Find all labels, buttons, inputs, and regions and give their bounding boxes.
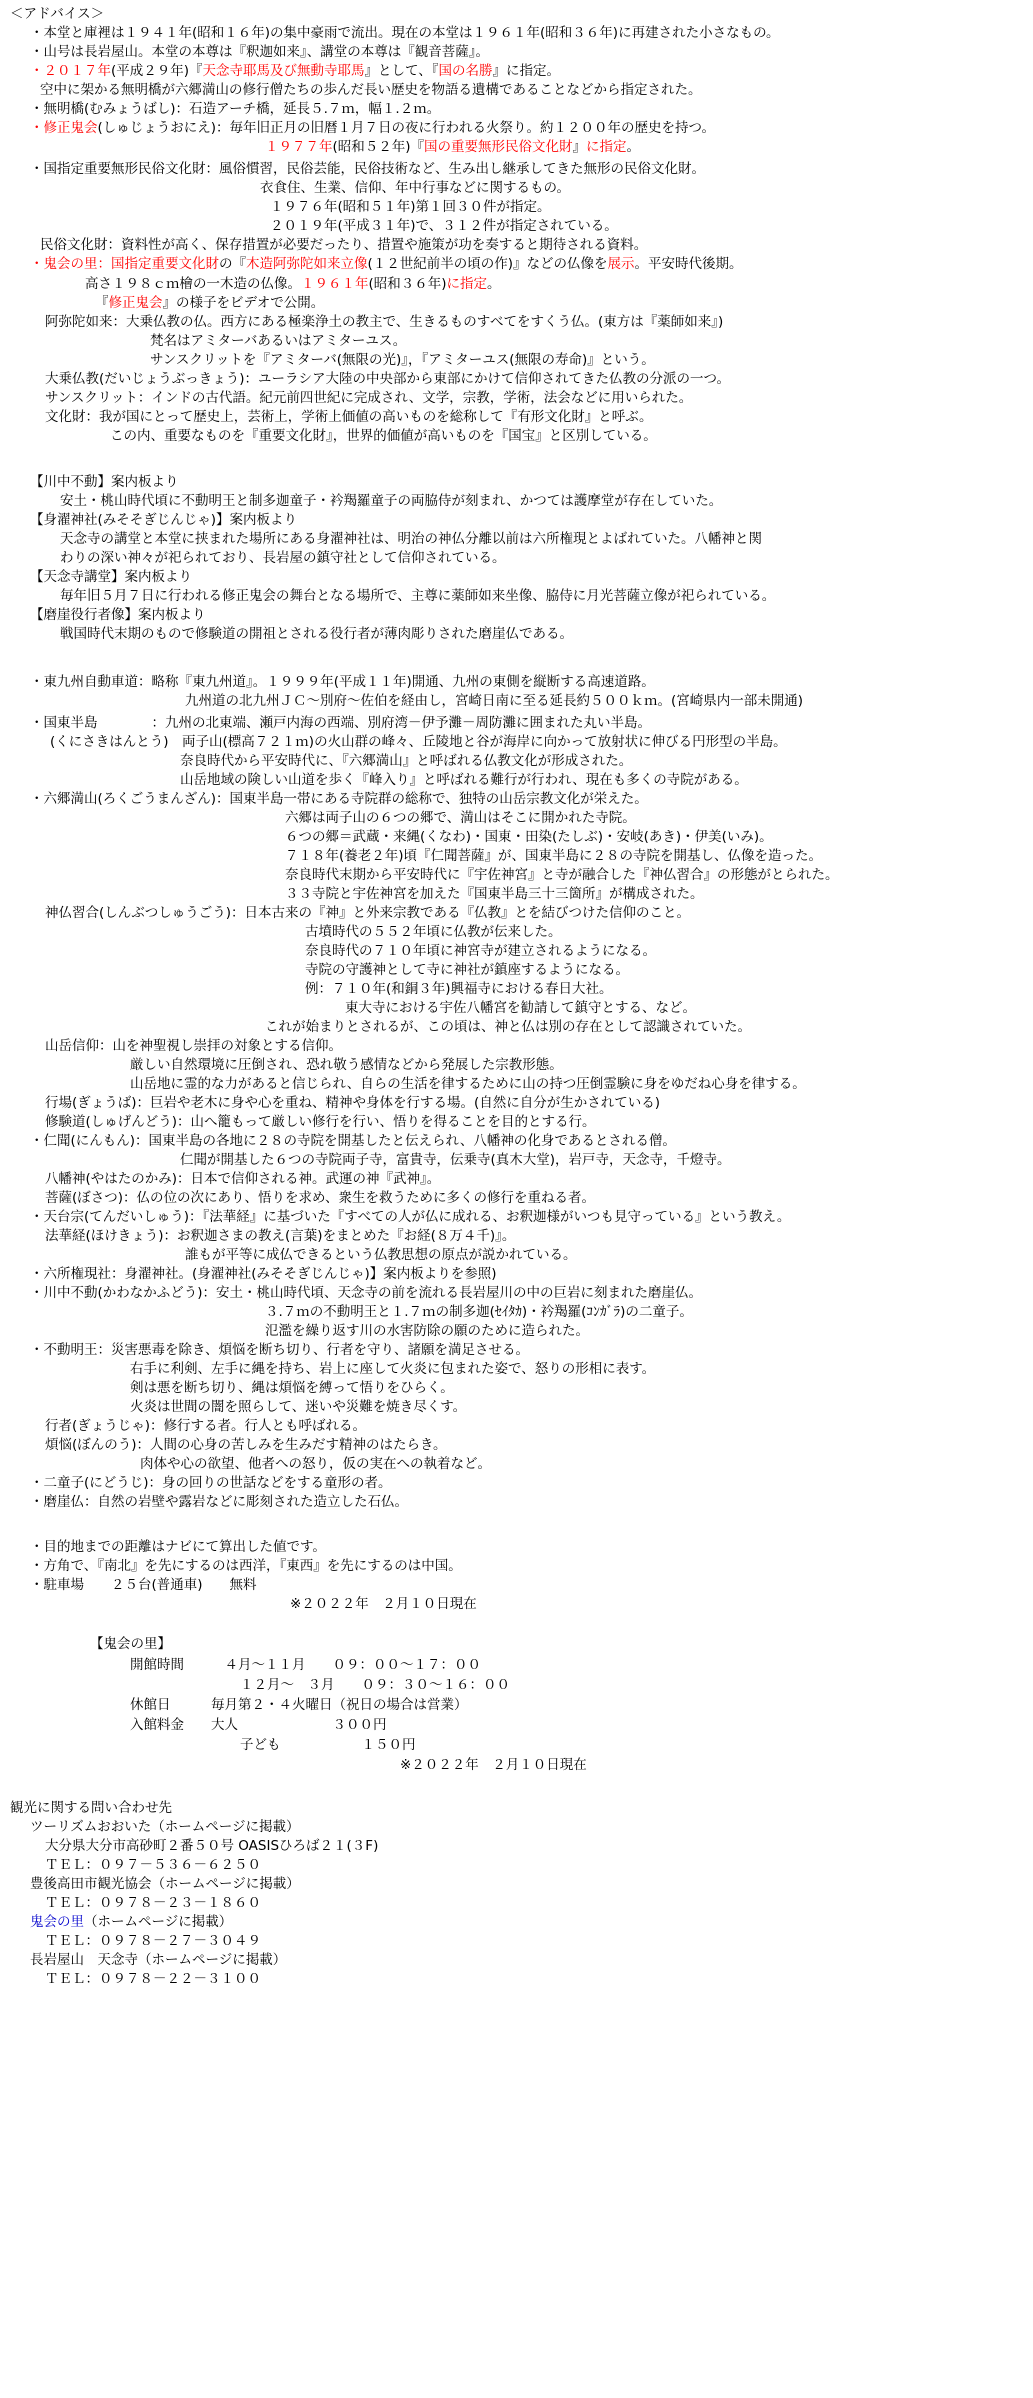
text-line: [400, 1755, 587, 1775]
line-text: わりの深い神々が祀られており、長岩屋の鎮守社として信仰されている。: [60, 550, 506, 566]
text-line: [45, 1435, 447, 1455]
line-text: 奈良時代から平安時代に、『六郷満山』と呼ばれる仏教文化が形成された。: [180, 753, 633, 769]
text-line: [305, 922, 562, 942]
line-text: 大乗仏教(だいじょうぶっきょう)：ユーラシア大陸の中央部から東部にかけて信仰されてきた仏教の分派の一つ。: [45, 371, 730, 387]
text-line: [185, 1245, 577, 1265]
line-text: 剣は悪を断ち切り、縄は煩悩を縛って悟りをひらく。: [130, 1380, 454, 1396]
line-text: 民俗文化財：資料性が高く、保存措置が必要だったり、措置や施策が功を奏すると期待される資料。: [40, 237, 648, 253]
line-text: サンスクリットを『アミターバ(無限の光)』，『アミターユス(無限の寿命)』という。: [150, 352, 655, 368]
text-line: [30, 1874, 300, 1894]
line-text: ※２０２２年 ２月１０日現在: [290, 1596, 477, 1612]
text-line: [150, 350, 655, 370]
line-text: 【川中不動】案内板より: [30, 474, 179, 490]
line-text: ３３寺院と宇佐神宮を加えた『国東半島三十三箇所』が構成された。: [285, 886, 704, 902]
text-line: [30, 1912, 232, 1932]
line-text: 【天念寺講堂】案内板より: [30, 569, 192, 585]
text-line: [285, 827, 773, 847]
highlight-text: ：国指定重要文化財: [97, 256, 219, 272]
line-text: ・山号は長岩屋山。本堂の本尊は『釈迦如来』、講堂の本尊は『観音菩薩』。: [30, 44, 489, 60]
text-line: [30, 605, 206, 625]
line-text: 煩悩(ぼんのう)：人間の心身の苦しみを生みだす精神のはたらき。: [45, 1437, 447, 1453]
line-text: 毎年旧５月７日に行われる修正鬼会の舞台となる場所で、主尊に薬師如来坐像、脇侍に月光菩薩立像が祀られている。: [60, 588, 776, 604]
text-line: [30, 1537, 326, 1557]
text-line: [30, 1340, 529, 1360]
text-line: [95, 293, 324, 313]
line-text: 豊後高田市観光協会（ホームページに掲載）: [30, 1876, 300, 1892]
line-text: ＴＥＬ：０９７８－２３－１８６０: [45, 1895, 261, 1911]
line-text: 』: [572, 139, 587, 155]
line-text: 八幡神(やはたのかみ)：日本で信仰される神。武運の神『武神』。: [45, 1171, 441, 1187]
line-text: 阿弥陀如来：大乗仏教の仏。西方にある極楽浄土の教主で、生きるものすべてをすくう仏。(東方は『薬師如来』): [45, 314, 724, 330]
text-line: [30, 42, 489, 62]
text-line: [60, 548, 506, 568]
line-text: ・国東半島 ：九州の北東端、瀬戸内海の西端、別府湾－伊予灘－周防灘に囲まれた丸い半島。: [30, 715, 651, 731]
line-text: ・川中不動(かわなかふどう)：安土・桃山時代頃、天念寺の前を流れる長岩屋川の中の巨岩に刻まれた磨崖仏。: [30, 1285, 703, 1301]
text-line: [30, 510, 297, 530]
highlight-text: ・: [30, 120, 44, 136]
line-text: 古墳時代の５５２年頃に仏教が伝来した。: [305, 924, 562, 940]
line-text: 高さ１９８ｃｍ檜の一木造の仏像。: [85, 276, 301, 292]
text-line: [30, 118, 715, 138]
text-line: [45, 1416, 366, 1436]
text-line: [130, 1378, 454, 1398]
line-text: ・磨崖仏：自然の岩壁や露岩などに彫刻された造立した石仏。: [30, 1494, 408, 1510]
text-line: [45, 903, 690, 923]
line-text: 肉体や心の欲望、他者への怒り，仮の実在への執着など。: [140, 1456, 491, 1472]
line-text: ・無明橋(むみょうばし)：石造アーチ橋，延長５.７ｍ，幅１.２ｍ。: [30, 101, 441, 117]
text-line: [240, 1735, 416, 1755]
highlight-text: 展示: [607, 256, 635, 272]
line-text: 文化財：我が国にとって歴史上，芸術上，学術上価値の高いものを総称して『有形文化財』と呼ぶ。: [45, 409, 653, 425]
text-line: [265, 1017, 751, 1037]
text-line: [60, 491, 722, 511]
text-line: [130, 1074, 806, 1094]
line-text: ７１８年(養老２年)頃『仁聞菩薩』が、国東半島に２８の寺院を開基し、仏像を造った。: [285, 848, 823, 864]
line-text: 衣食住、生業、信仰、年中行事などに関するもの。: [260, 180, 570, 196]
line-text: １２月～ ３月 ０９：３０～１６：００: [240, 1677, 510, 1693]
line-text: 東大寺における宇佐八幡宮を勧請して鎮守とする、など。: [345, 1000, 696, 1016]
line-text: 戦国時代末期のもので修験道の開祖とされる役行者が薄肉彫りされた磨崖仏である。: [60, 626, 573, 642]
line-text: (平成２９年)『: [111, 63, 203, 79]
text-line: [45, 312, 723, 332]
line-text: ＴＥＬ：０９７８－２７－３０４９: [45, 1933, 261, 1949]
line-text: 。平安時代後期。: [634, 256, 743, 272]
line-text: ※２０２２年 ２月１０日現在: [400, 1757, 587, 1773]
line-text: 空中に架かる無明橋が六郷満山の修行僧たちの歩んだ長い歴史を物語る遺構であることなどから指定された。: [40, 82, 702, 98]
text-line: [45, 1969, 261, 1989]
line-text: ・仁聞(にんもん)：国東半島の各地に２８の寺院を開基したと伝えられ、八幡神の化身であるとされる僧。: [30, 1133, 676, 1149]
text-line: [130, 1055, 563, 1075]
highlight-text: に指定: [586, 139, 627, 155]
highlight-text: ・鬼会の里: [30, 256, 98, 272]
line-text: 【磨崖役行者像】案内板より: [30, 607, 206, 623]
text-line: [305, 960, 629, 980]
line-text: これが始まりとされるが、この頃は、神と仏は別の存在として認識されていた。: [265, 1019, 751, 1035]
line-text: 行場(ぎょうば)：巨岩や老木に身や心を重ね、精神や身体を行する場。(自然に自分が生かされている): [45, 1095, 661, 1111]
line-text: ・本堂と庫裡は１９４１年(昭和１６年)の集中豪雨で流出。現在の本堂は１９６１年(昭和３６年)に再建された小さなもの。: [30, 25, 780, 41]
highlight-text: 木造阿弥陀如来立像: [246, 256, 368, 272]
text-line: [30, 23, 780, 43]
text-line: [285, 808, 636, 828]
line-text: 』として、『: [364, 63, 439, 79]
text-line: [30, 567, 192, 587]
line-text: (昭和３６年): [368, 276, 447, 292]
line-text: 火炎は世間の闇を照らして、迷いや災難を焼き尽くす。: [130, 1399, 467, 1415]
text-line: [30, 472, 179, 492]
line-text: 長岩屋山 天念寺（ホームページに掲載）: [30, 1952, 287, 1968]
text-line: [45, 1226, 515, 1246]
link-text[interactable]: 鬼会の里: [30, 1914, 84, 1930]
line-text: 山岳地域の険しい山道を歩く『峰入り』と呼ばれる難行が行われ、現在も多くの寺院がある。: [180, 772, 748, 788]
highlight-text: 国の名勝: [438, 63, 493, 79]
line-text: 厳しい自然環境に圧倒され、恐れ敬う感情などから発展した宗教形態。: [130, 1057, 563, 1073]
text-line: [30, 1473, 392, 1493]
line-text: ・六所権現社：身濯神社。(身濯神社(みそそぎじんじゃ)】案内板よりを参照): [30, 1266, 497, 1282]
line-text: 入館料金 大人 ３００円: [130, 1717, 387, 1733]
text-line: [40, 235, 647, 255]
text-line: [50, 732, 787, 752]
text-line: [290, 1594, 477, 1614]
line-text: 梵名はアミターバあるいはアミターユス。: [150, 333, 407, 349]
text-line: [130, 1397, 466, 1417]
text-line: [185, 691, 803, 711]
text-line: [45, 1836, 378, 1856]
line-text: 奈良時代の７１０年頃に神宮寺が建立されるようになる。: [305, 943, 656, 959]
text-line: [180, 770, 748, 790]
text-line: [140, 1454, 491, 1474]
line-text: 。: [626, 139, 641, 155]
highlight-text: １９７７年: [265, 139, 333, 155]
text-line: [110, 426, 657, 446]
text-line: [30, 1817, 299, 1837]
line-text: ＜アドバイス＞: [10, 6, 105, 22]
line-text: ・天台宗(てんだいしゅう)：『法華経』に基づいた『すべての人が仏に成れる、お釈迦様がいつも見守っている』という教え。: [30, 1209, 791, 1225]
text-line: [85, 274, 501, 294]
line-text: 氾濫を繰り返す川の水害防除の願のために造られた。: [265, 1323, 589, 1339]
line-text: 休館日 毎月第２・４火曜日（祝日の場合は営業）: [130, 1697, 468, 1713]
line-text: 六郷は両子山の６つの郷で、満山はそこに開かれた寺院。: [285, 810, 636, 826]
highlight-text: 天念寺耶馬及び無動寺耶馬: [202, 63, 365, 79]
line-text: 安土・桃山時代頃に不動明王と制多迦童子・衿羯羅童子の両脇侍が刻まれ、かつては護摩堂が存在していた。: [60, 493, 723, 509]
text-line: [30, 1556, 462, 1576]
line-text: 。: [487, 276, 501, 292]
text-line: [45, 1855, 261, 1875]
text-line: [30, 1575, 257, 1595]
line-text: （ホームページに掲載）: [84, 1914, 233, 1930]
line-text: 観光に関する問い合わせ先: [10, 1800, 172, 1816]
text-line: [130, 1715, 387, 1735]
line-text: ツーリズムおおいた（ホームページに掲載）: [30, 1819, 300, 1835]
text-line: [10, 4, 104, 24]
line-text: この内、重要なものを『重要文化財』，世界的価値が高いものを『国宝』と区別している。: [110, 428, 657, 444]
text-line: [60, 586, 775, 606]
text-line: [30, 254, 743, 274]
line-text: 法華経(ほけきょう)：お釈迦さまの教え(言葉)をまとめた『お経(８万４千)』。: [45, 1228, 516, 1244]
line-text: ＴＥＬ：０９７－５３６－６２５０: [45, 1857, 261, 1873]
text-line: [45, 1112, 596, 1132]
line-text: ・二童子(にどうじ)：身の回りの世話などをする童形の者。: [30, 1475, 392, 1491]
text-line: [90, 1634, 171, 1654]
text-line: [45, 369, 730, 389]
text-line: [30, 61, 560, 81]
line-text: 』の様子をビデオで公開。: [162, 295, 325, 311]
line-text: 【身濯神社(みそそぎじんじゃ)】案内板より: [30, 512, 298, 528]
highlight-text: ２０１７年: [43, 63, 111, 79]
line-text: 』に指定。: [492, 63, 561, 79]
text-line: [270, 197, 551, 217]
line-text: 菩薩(ぼさつ)：仏の位の次にあり、悟りを求め、衆生を救うために多くの修行を重ねる者。: [45, 1190, 595, 1206]
text-line: [285, 846, 822, 866]
text-line: [60, 624, 573, 644]
line-text: 右手に利剣、左手に縄を持ち、岩上に座して火炎に包まれた姿で、怒りの形相に表す。: [130, 1361, 656, 1377]
text-line: [45, 1188, 595, 1208]
line-text: 大分県大分市高砂町２番５０号 OASISひろば２１(３F): [45, 1838, 379, 1854]
highlight-text: １９６１年: [301, 276, 369, 292]
line-text: 例：７１０年(和銅３年)興福寺における春日大社。: [305, 981, 613, 997]
line-text: ・国指定重要無形民俗文化財：風俗慣習，民俗芸能，民俗技術など、生み出し継承してきた無形の民俗文化財。: [30, 161, 705, 177]
text-line: [45, 1893, 261, 1913]
text-line: [10, 1798, 172, 1818]
line-text: ２０１９年(平成３１年)で、３１２件が指定されている。: [270, 218, 618, 234]
text-line: [240, 1675, 510, 1695]
line-text: 開館時間 ４月～１１月 ０９：００～１７：００: [130, 1657, 481, 1673]
text-line: [130, 1655, 481, 1675]
text-line: [260, 178, 570, 198]
text-line: [305, 979, 613, 999]
line-text: (しゅじょうおにえ)：毎年旧正月の旧暦１月７日の夜に行われる火祭り。約１２００年の歴史を持つ。: [97, 120, 715, 136]
line-text: 修験道(しゅげんどう)：山へ籠もって厳しい修行を行い、悟りを得ることを目的とする行。: [45, 1114, 596, 1130]
text-line: [285, 884, 704, 904]
line-text: ・駐車場 ２５台(普通車) 無料: [30, 1577, 257, 1593]
line-text: 神仏習合(しんぶつしゅうごう)：日本古来の『神』と外来宗教である『仏教』とを結びつけた信仰のこと。: [45, 905, 691, 921]
highlight-text: に指定: [446, 276, 488, 292]
line-text: 行者(ぎょうじゃ)：修行する者。行人とも呼ばれる。: [45, 1418, 367, 1434]
line-text: １９７６年(昭和５１年)第１回３０件が指定。: [270, 199, 551, 215]
line-text: ・不動明王：災害悪毒を除き、煩悩を断ち切り、行者を守り、諸願を満足させる。: [30, 1342, 529, 1358]
text-line: [180, 1150, 731, 1170]
text-line: [305, 941, 656, 961]
line-text: ＴＥＬ：０９７８－２２－３１００: [45, 1971, 261, 1987]
line-text: 奈良時代末期から平安時代に『宇佐神宮』と寺が融合した『神仏習合』の形態がとられた。: [285, 867, 839, 883]
text-line: [45, 407, 653, 427]
text-line: [130, 1359, 655, 1379]
text-line: [30, 789, 648, 809]
text-line: [45, 1036, 342, 1056]
text-line: [285, 865, 839, 885]
line-text: 子ども １５０円: [240, 1737, 416, 1753]
text-line: [150, 331, 406, 351]
text-line: [265, 1321, 589, 1341]
text-line: [45, 388, 692, 408]
text-line: [265, 1302, 693, 1322]
line-text: 天念寺の講堂と本堂に挟まれた場所にある身濯神社は、明治の神仏分離以前は六所権現とよばれていた。八幡神と関: [60, 531, 762, 547]
text-line: [130, 1695, 468, 1715]
line-text: ・六郷満山(ろくごうまんざん)：国東半島一帯にある寺院群の総称で、独特の山岳宗教文化が栄えた。: [30, 791, 648, 807]
line-text: の『: [219, 256, 246, 272]
text-line: [60, 529, 762, 549]
line-text: ３.７ｍの不動明王と１.７ｍの制多迦(ｾｲﾀｶ)・衿羯羅(ｺﾝｶﾞﾗ)の二童子。: [265, 1304, 693, 1320]
text-line: [270, 216, 618, 236]
line-text: 【鬼会の里】: [90, 1636, 171, 1652]
highlight-text: ・: [30, 63, 44, 79]
line-text: ・方角で、『南北』を先にするのは西洋，『東西』を先にするのは中国。: [30, 1558, 462, 1574]
text-line: [30, 713, 651, 733]
line-text: (１２世紀前半の頃の作)』などの仏像を: [367, 256, 608, 272]
text-line: [45, 1931, 261, 1951]
text-line: [30, 1264, 497, 1284]
text-line: [30, 1131, 676, 1151]
line-text: サンスクリット：インドの古代語。紀元前四世紀に完成され、文学，宗教，学術，法会などに用いられた。: [45, 390, 693, 406]
text-line: [180, 751, 632, 771]
line-text: (昭和５２年)『: [332, 139, 425, 155]
line-text: (くにさきはんとう) 両子山(標高７２１ｍ)の火山群の峰々、丘陵地と谷が海岸に向かって放射状に伸びる円形型の半島。: [50, 734, 787, 750]
line-text: 山岳地に霊的な力があると信じられ、自らの生活を律するために山の持つ圧倒霊験に身をゆだね心身を律する。: [130, 1076, 806, 1092]
text-line: [30, 159, 705, 179]
line-text: ６つの郷＝武蔵・来縄(くなわ)・国東・田染(たしぶ)・安岐(あき)・伊美(いみ)。: [285, 829, 773, 845]
text-line: [40, 80, 702, 100]
text-line: [345, 998, 696, 1018]
highlight-text: 修正鬼会: [108, 295, 163, 311]
highlight-text: 修正鬼会: [43, 120, 98, 136]
line-text: 誰もが平等に成仏できるという仏教思想の原点が説かれている。: [185, 1247, 577, 1263]
line-text: 寺院の守護神として寺に神社が鎮座するようになる。: [305, 962, 629, 978]
text-line: [30, 1207, 790, 1227]
text-line: [45, 1093, 660, 1113]
text-line: [30, 1492, 408, 1512]
line-text: 九州道の北九州ＪＣ～別府～佐伯を経由し，宮崎日南に至る延長約５００ｋｍ。(宮崎県内一部未開通): [185, 693, 804, 709]
text-line: [30, 1283, 702, 1303]
text-line: [265, 137, 640, 157]
line-text: 『: [95, 295, 109, 311]
text-line: [30, 672, 655, 692]
line-text: ・目的地までの距離はナビにて算出した値です。: [30, 1539, 326, 1555]
line-text: ・東九州自動車道：略称『東九州道』。１９９９年(平成１１年)開通、九州の東側を縦断する高速道路。: [30, 674, 655, 690]
text-line: [45, 1169, 440, 1189]
text-line: [30, 1950, 286, 1970]
highlight-text: 国の重要無形民俗文化財: [424, 139, 573, 155]
line-text: 山岳信仰：山を神聖視し崇拝の対象とする信仰。: [45, 1038, 342, 1054]
text-line: [30, 99, 440, 119]
line-text: 仁聞が開基した６つの寺院両子寺，富貴寺，伝乗寺(真木大堂)，岩戸寺，天念寺，千燈寺。: [180, 1152, 731, 1168]
